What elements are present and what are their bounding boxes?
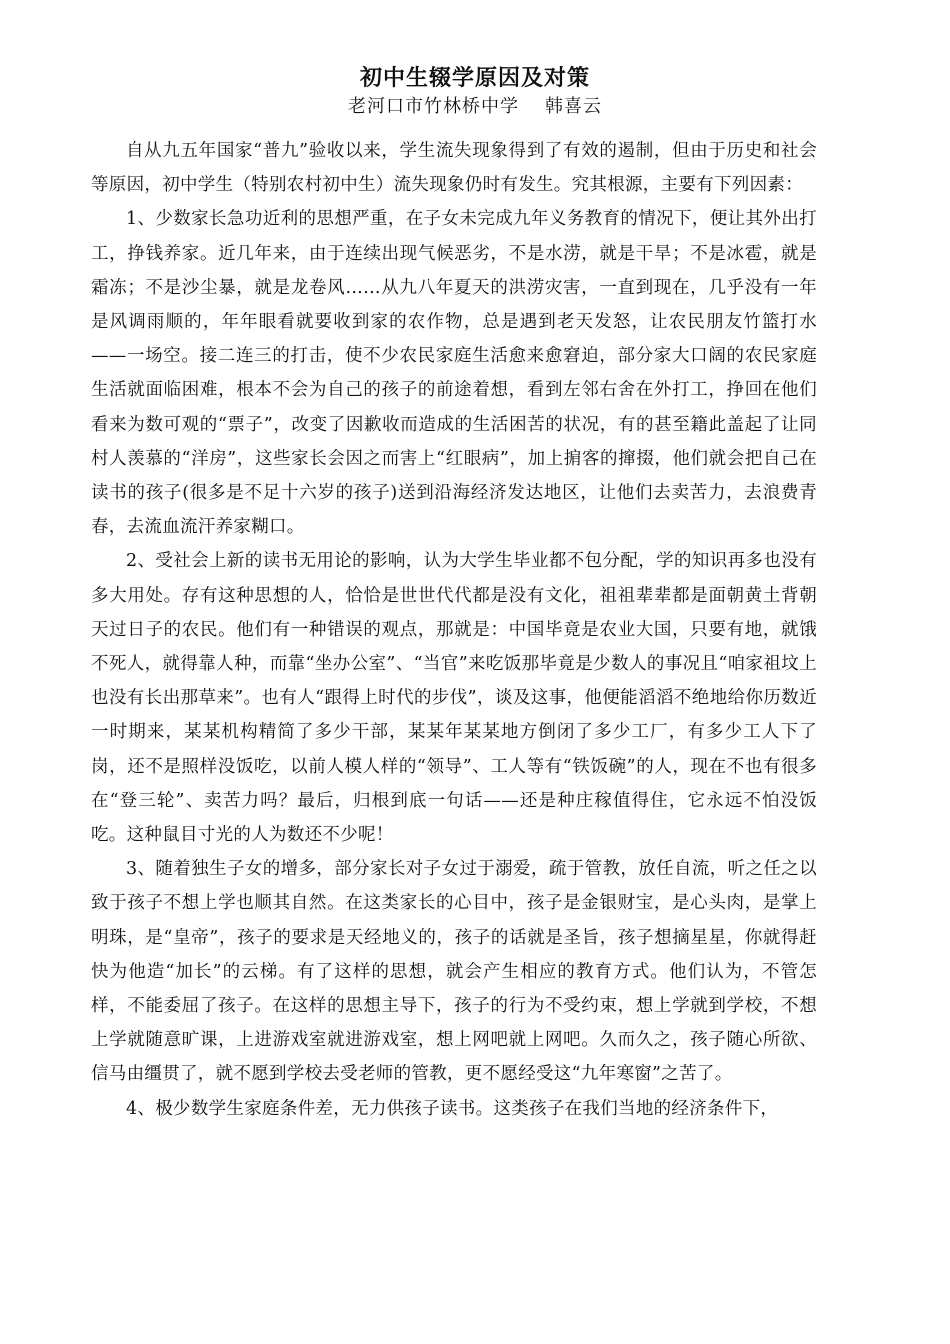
byline-author: 韩喜云 xyxy=(545,96,602,117)
paragraph-reason-3: 3、随着独生子女的增多，部分家长对子女过于溺爱，疏于管教，放任自流，听之任之以致于孩子不想上学也顺其自然。在这类家长的心目中，孩子是金银财宝，是心头肉，是掌上明珠，是“皇帝”，孩子的要求是天经地义的，孩子的话就是圣旨，孩子想摘星星，你就得赶快为他造“加长”的云梯。有了这样的思想，就会产生相应的教育方式。他们认为，不管怎样，不能委屈了孩子。在这样的思想主导下，孩子的行为不受约束，想上学就到学校，不想上学就随意旷课，上进游戏室就进游戏室，想上网吧就上网吧。久而久之，孩子随心所欲、信马由缰贯了，就不愿到学校去受老师的管教，更不愿经受这“九年寒窗”之苦了。 xyxy=(91,859,817,1085)
paragraph-reason-4: 4、极少数学生家庭条件差，无力供孩子读书。这类孩子在我们当地的经济条件下， xyxy=(126,1098,779,1119)
document-byline xyxy=(0,94,950,120)
document-title: 初中生辍学原因及对策 xyxy=(359,66,590,91)
byline-school: 老河口市竹林桥中学 xyxy=(348,96,519,117)
paragraph-reason-2: 2、受社会上新的读书无用论的影响，认为大学生毕业都不包分配，学的知识再多也没有多大用处。存有这种思想的人，恰恰是世世代代都是没有文化，祖祖辈辈都是面朝黄土背朝天过日子的农民。他们有一种错误的观点，那就是：中国毕竟是农业大国，只要有地，就饿不死人，就得靠人种，而靠“坐办公室”、“当官”来吃饭那毕竟是少数人的事况且“咱家祖坟上也没有长出那草来”。也有人“跟得上时代的步伐”，谈及这事，他便能滔滔不绝地给你历数近一时期来，某某机构精简了多少干部，某某年某某地方倒闭了多少工厂，有多少工人下了岗，还不是照样没饭吃，以前人模人样的“领导”、工人等有“铁饭碗”的人，现在不也有很多在“登三轮”、卖苦力吗？最后，归根到底一句话——还是种庄稼值得住，它永远不怕没饭吃。这种鼠目寸光的人为数还不少呢！ xyxy=(91,551,817,846)
document-body xyxy=(91,134,817,1126)
paragraph-intro: 自从九五年国家“普九”验收以来，学生流失现象得到了有效的遏制，但由于历史和社会等原因，初中学生（特别农村初中生）流失现象仍时有发生。究其根源，主要有下列因素： xyxy=(91,141,817,196)
paragraph-reason-1: 1、少数家长急功近利的思想严重，在子女未完成九年义务教育的情况下，便让其外出打工，挣钱养家。近几年来，由于连续出现气候恶劣，不是水涝，就是干旱；不是冰雹，就是霜冻；不是沙尘暴，就是龙卷风……从九八年夏天的洪涝灾害，一直到现在，几乎没有一年是风调雨顺的，年年眼看就要收到家的农作物，总是遇到老天发怒，让农民朋友竹篮打水——一场空。接二连三的打击，使不少农民家庭生活愈来愈窘迫，部分家大口阔的农民家庭生活就面临困难，根本不会为自己的孩子的前途着想，看到左邻右舍在外打工，挣回在他们看来为数可观的“票子”，改变了因歉收而造成的生活困苦的状况，有的甚至籍此盖起了让同村人羡慕的“洋房”，这些家长会因之而害上“红眼病”，加上掮客的撺掇，他们就会把自己在读书的孩子(很多是不足十六岁的孩子)送到沿海经济发达地区，让他们去卖苦力，去浪费青春，去流血流汗养家糊口。 xyxy=(91,209,817,538)
